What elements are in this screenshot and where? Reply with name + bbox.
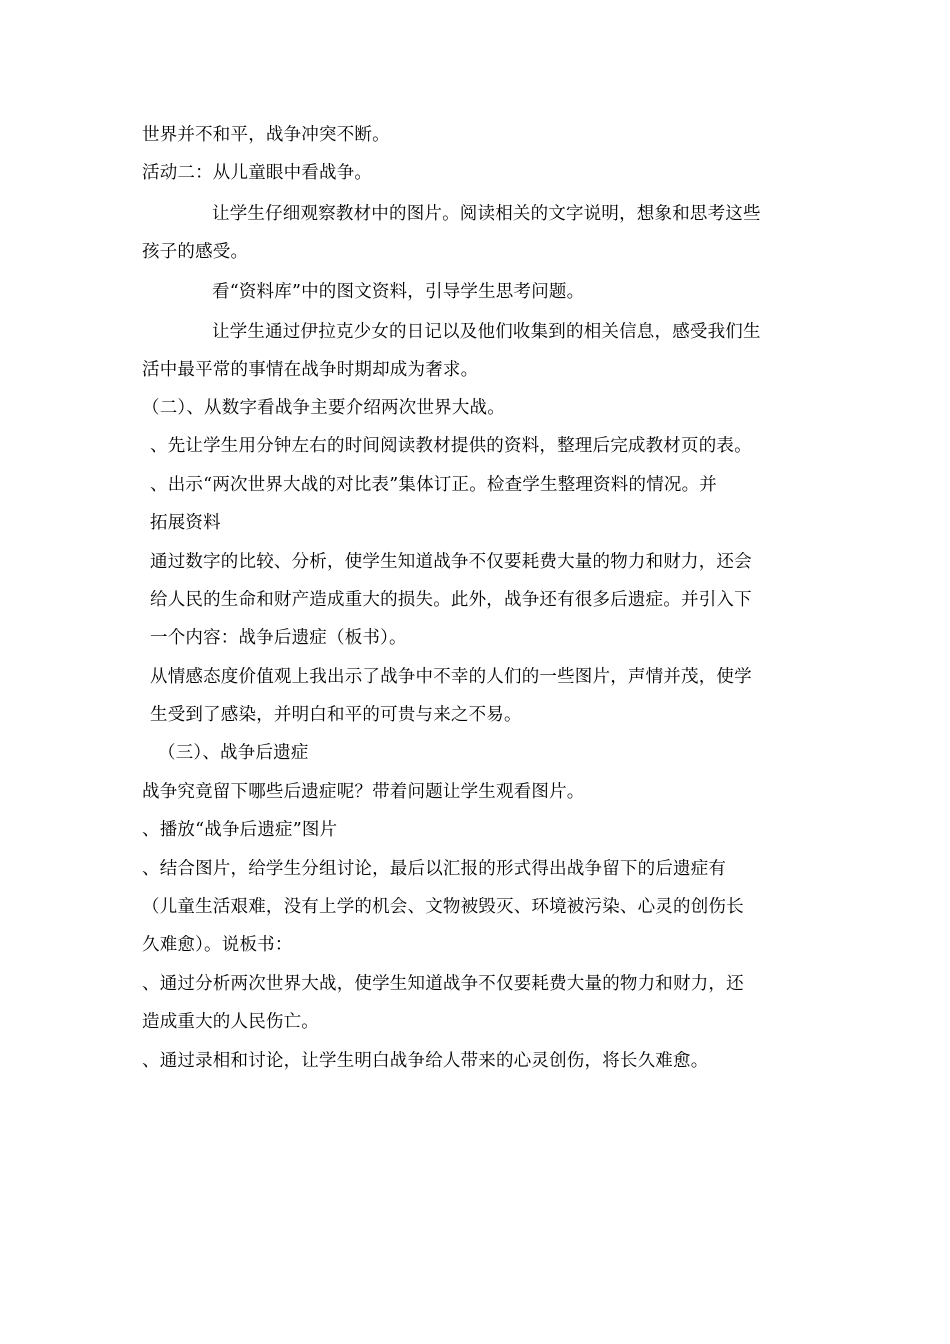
text-line: 战争究竟留下哪些后遗症呢？带着问题让学生观看图片。 (142, 782, 585, 802)
text-line: 给人民的生命和财产造成重大的损失。此外，战争还有很多后遗症。并引入下 (150, 590, 752, 610)
text-line: 从情感态度价值观上我出示了战争中不幸的人们的一些图片，声情并茂，使学 (150, 667, 752, 687)
text-line: 、通过分析两次世界大战，使学生知道战争不仅要耗费大量的物力和财力，还 (142, 974, 744, 994)
text-line: 久难愈）。说板书： (142, 935, 293, 955)
section-heading: （三）、战争后遗症 (158, 743, 309, 763)
text-line: 、通过录相和讨论，让学生明白战争给人带来的心灵创伤，将长久难愈。 (142, 1051, 709, 1071)
text-line: 造成重大的人民伤亡。 (142, 1012, 319, 1032)
text-line: 、先让学生用分钟左右的时间阅读教材提供的资料，整理后完成教材页的表。 (150, 436, 752, 456)
text-line: 孩子的感受。 (142, 242, 249, 262)
text-line: 、结合图片，给学生分组讨论，最后以汇报的形式得出战争留下的后遗症有 (142, 859, 727, 879)
activity-heading: 活动二：从儿童眼中看战争。 (142, 163, 373, 183)
text-line: 一个内容：战争后遗症（板书）。 (150, 628, 407, 648)
text-line: 看“资料库”中的图文资料，引导学生思考问题。 (212, 282, 585, 302)
text-line: 让学生通过伊拉克少女的日记以及他们收集到的相关信息，感受我们生 (212, 322, 761, 342)
text-line: 活中最平常的事情在战争时期却成为奢求。 (142, 360, 479, 380)
text-line: 生受到了感染，并明白和平的可贵与来之不易。 (150, 705, 522, 725)
text-line: 让学生仔细观察教材中的图片。阅读相关的文字说明，想象和思考这些 (212, 204, 761, 224)
section-heading: （二）、从数字看战争主要介绍两次世界大战。 (142, 398, 505, 418)
text-line: （儿童生活艰难，没有上学的机会、文物被毁灭、环境被污染、心灵的创伤长 (142, 897, 744, 917)
text-line: 世界并不和平，战争冲突不断。 (142, 125, 390, 145)
text-line: 、出示“两次世界大战的对比表”集体订正。检查学生整理资料的情况。并 (150, 475, 717, 495)
text-line: 、播放“战争后遗症”图片 (142, 820, 338, 840)
text-line: 拓展资料 (150, 513, 221, 533)
text-line: 通过数字的比较、分析，使学生知道战争不仅要耗费大量的物力和财力，还会 (150, 552, 752, 572)
